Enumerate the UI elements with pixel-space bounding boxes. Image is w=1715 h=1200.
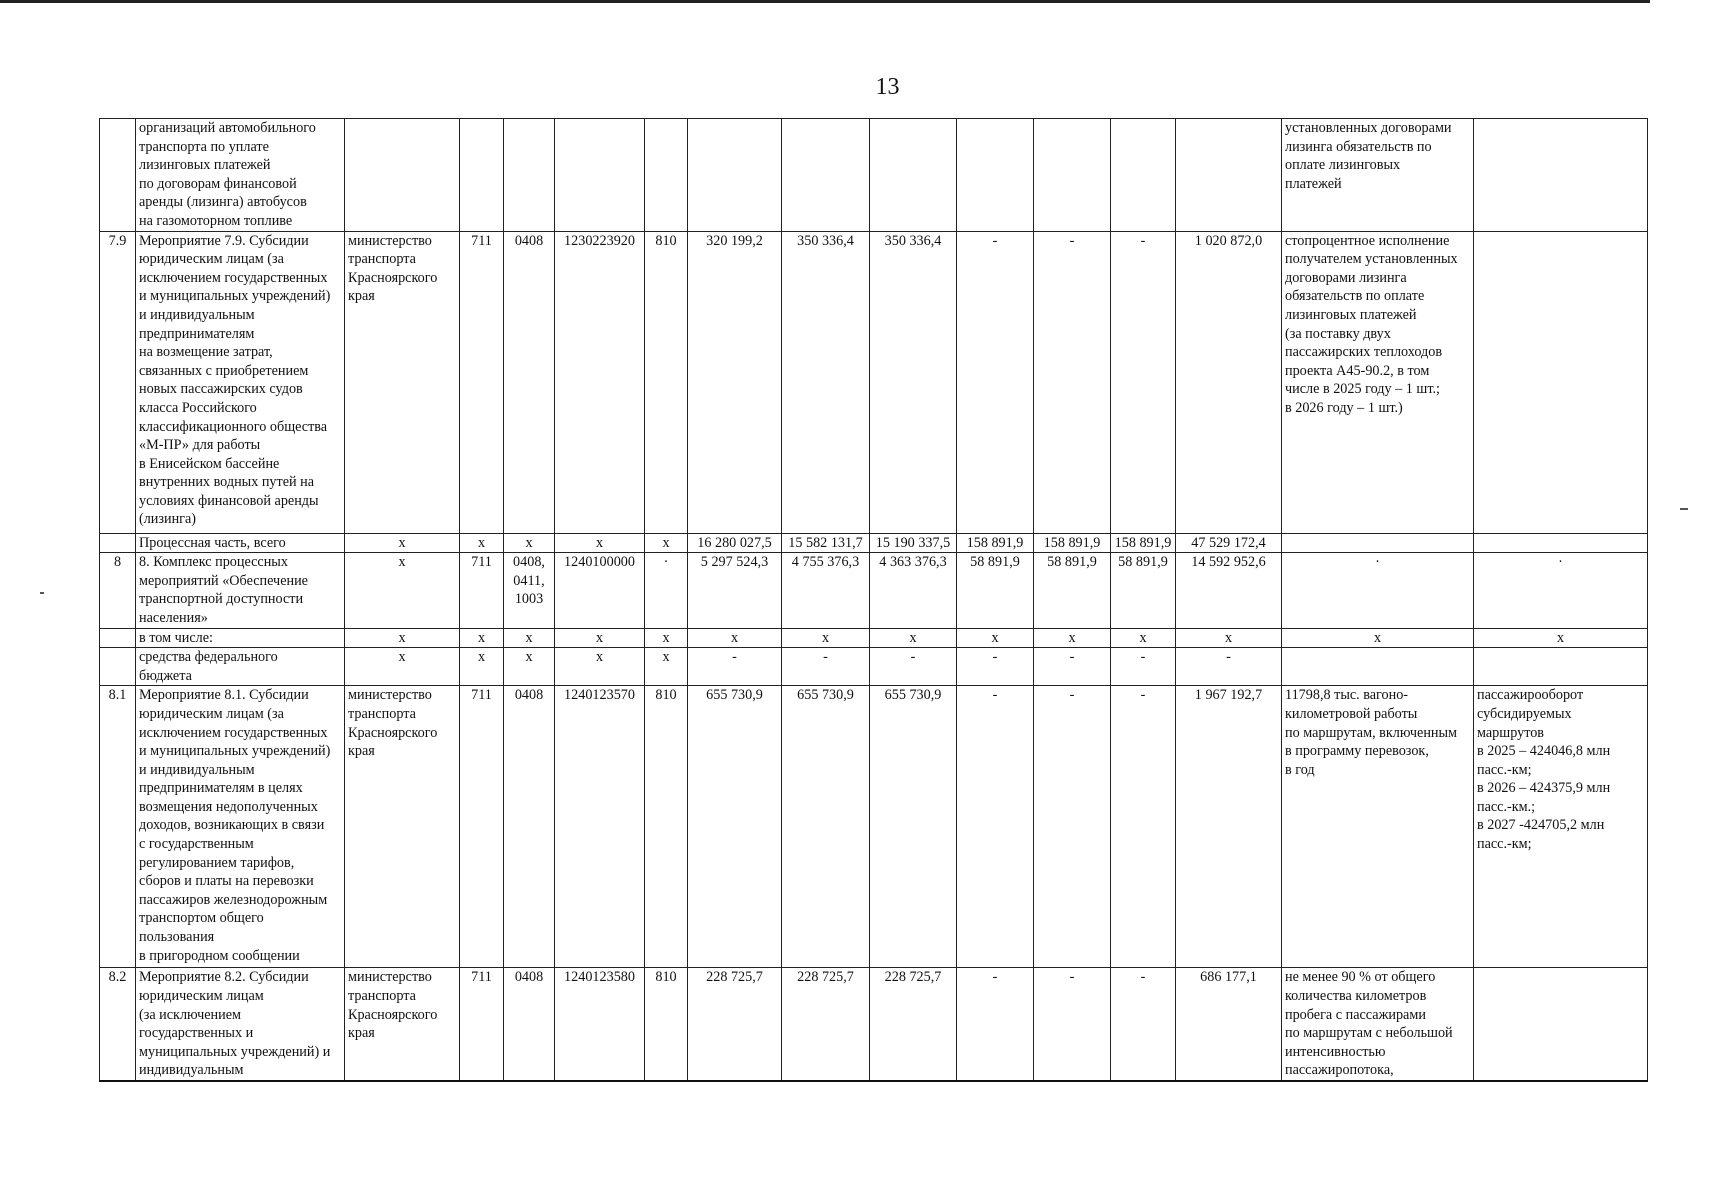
cell-csr: 1240100000 bbox=[555, 553, 645, 628]
cell-rzpr bbox=[504, 119, 555, 232]
cell-grbs: 711 bbox=[460, 553, 504, 628]
cell-2027 bbox=[870, 119, 957, 232]
cell-executor: министерство транспорта Красноярского края bbox=[345, 231, 460, 533]
cell-rzpr: 0408 bbox=[504, 231, 555, 533]
cell-total bbox=[1176, 119, 1282, 232]
cell-2025 bbox=[688, 119, 782, 232]
cell-result: установленных договорами лизинга обязательств по оплате лизинговых платежей bbox=[1282, 119, 1474, 232]
top-rule bbox=[0, 0, 1650, 3]
cell-num: 8 bbox=[100, 553, 136, 628]
cell-2026 bbox=[782, 119, 870, 232]
cell-name: Мероприятие 8.2. Субсидии юридическим лицам (за исключением государственных и муниципальных учреждений) и индивидуальным bbox=[136, 968, 345, 1081]
cell-csr: x bbox=[555, 648, 645, 686]
cell-indicator bbox=[1474, 648, 1648, 686]
cell-vr: x bbox=[645, 628, 688, 648]
cell-vr: x bbox=[645, 648, 688, 686]
cell-2027: 4 363 376,3 bbox=[870, 553, 957, 628]
cell-2030: 58 891,9 bbox=[1111, 553, 1176, 628]
cell-csr: 1240123580 bbox=[555, 968, 645, 1081]
cell-2030: - bbox=[1111, 231, 1176, 533]
cell-2025: - bbox=[688, 648, 782, 686]
cell-num: 8.1 bbox=[100, 686, 136, 968]
cell-2026: 4 755 376,3 bbox=[782, 553, 870, 628]
cell-vr: 810 bbox=[645, 231, 688, 533]
cell-2028: 158 891,9 bbox=[957, 533, 1034, 553]
cell-csr: 1230223920 bbox=[555, 231, 645, 533]
table-row-including bbox=[100, 628, 1648, 648]
cell-grbs: 711 bbox=[460, 968, 504, 1081]
cell-name: средства федерального бюджета bbox=[136, 648, 345, 686]
table-row-federal-budget bbox=[100, 648, 1648, 686]
cell-2025: 655 730,9 bbox=[688, 686, 782, 968]
cell-2029: - bbox=[1034, 231, 1111, 533]
program-activities-table bbox=[99, 118, 1648, 1082]
cell-result bbox=[1282, 533, 1474, 553]
cell-grbs: x bbox=[460, 628, 504, 648]
cell-2026: 350 336,4 bbox=[782, 231, 870, 533]
cell-vr bbox=[645, 119, 688, 232]
cell-2027: - bbox=[870, 648, 957, 686]
cell-2025: 5 297 524,3 bbox=[688, 553, 782, 628]
cell-2027: 350 336,4 bbox=[870, 231, 957, 533]
cell-2026: - bbox=[782, 648, 870, 686]
table-row-7-9 bbox=[100, 231, 1648, 533]
cell-name: Мероприятие 7.9. Субсидии юридическим лицам (за исключением государственных и муниципальных учреждений) и индивидуальным предпринимателям на возмещение затрат, связанных с приобретением новых пассажирских судов класса Российского классификационного общества «М-ПР» для работы в Енисейском бассейне внутренних водных путей на условиях финансовой аренды (лизинга) bbox=[136, 231, 345, 533]
cell-name: в том числе: bbox=[136, 628, 345, 648]
cell-num: 8.2 bbox=[100, 968, 136, 1081]
cell-num: 7.9 bbox=[100, 231, 136, 533]
cell-2028: x bbox=[957, 628, 1034, 648]
cell-result: x bbox=[1282, 628, 1474, 648]
cell-result: не менее 90 % от общего количества километров пробега с пассажирами по маршрутам с небольшой интенсивностью пассажиропотока, bbox=[1282, 968, 1474, 1081]
cell-vr: 810 bbox=[645, 686, 688, 968]
cell-2025: 320 199,2 bbox=[688, 231, 782, 533]
cell-rzpr: x bbox=[504, 648, 555, 686]
page-number: 13 bbox=[875, 74, 900, 100]
cell-indicator: · bbox=[1474, 553, 1648, 628]
cell-total: 686 177,1 bbox=[1176, 968, 1282, 1081]
cell-executor: x bbox=[345, 533, 460, 553]
cell-total: x bbox=[1176, 628, 1282, 648]
cell-grbs: 711 bbox=[460, 231, 504, 533]
cell-2028 bbox=[957, 119, 1034, 232]
table-row-8 bbox=[100, 553, 1648, 628]
cell-executor: x bbox=[345, 553, 460, 628]
cell-2027: 228 725,7 bbox=[870, 968, 957, 1081]
cell-rzpr: x bbox=[504, 628, 555, 648]
cell-indicator bbox=[1474, 119, 1648, 232]
cell-csr bbox=[555, 119, 645, 232]
cell-indicator: x bbox=[1474, 628, 1648, 648]
cell-grbs: 711 bbox=[460, 686, 504, 968]
cell-result: 11798,8 тыс. вагоно- километровой работы по маршрутам, включенным в программу перевозок, в год bbox=[1282, 686, 1474, 968]
cell-grbs: x bbox=[460, 648, 504, 686]
cell-name: Процессная часть, всего bbox=[136, 533, 345, 553]
cell-grbs: x bbox=[460, 533, 504, 553]
cell-rzpr: x bbox=[504, 533, 555, 553]
edge-mark-right bbox=[1680, 508, 1688, 510]
cell-vr: x bbox=[645, 533, 688, 553]
cell-vr: · bbox=[645, 553, 688, 628]
cell-total: 47 529 172,4 bbox=[1176, 533, 1282, 553]
edge-mark-left bbox=[40, 592, 44, 594]
cell-2029: 58 891,9 bbox=[1034, 553, 1111, 628]
cell-2025: 16 280 027,5 bbox=[688, 533, 782, 553]
cell-2030 bbox=[1111, 119, 1176, 232]
cell-vr: 810 bbox=[645, 968, 688, 1081]
cell-indicator bbox=[1474, 968, 1648, 1081]
cell-indicator bbox=[1474, 231, 1648, 533]
cell-rzpr: 0408 bbox=[504, 686, 555, 968]
cell-2026: 228 725,7 bbox=[782, 968, 870, 1081]
cell-num bbox=[100, 628, 136, 648]
cell-name: 8. Комплекс процессных мероприятий «Обеспечение транспортной доступности населения» bbox=[136, 553, 345, 628]
cell-2029 bbox=[1034, 119, 1111, 232]
cell-2027: 655 730,9 bbox=[870, 686, 957, 968]
cell-rzpr: 0408 bbox=[504, 968, 555, 1081]
cell-executor: министерство транспорта Красноярского края bbox=[345, 686, 460, 968]
cell-2030: 158 891,9 bbox=[1111, 533, 1176, 553]
cell-2028: - bbox=[957, 968, 1034, 1081]
cell-executor: министерство транспорта Красноярского края bbox=[345, 968, 460, 1081]
cell-num bbox=[100, 648, 136, 686]
cell-total: 1 020 872,0 bbox=[1176, 231, 1282, 533]
cell-2026: 15 582 131,7 bbox=[782, 533, 870, 553]
cell-indicator: пассажирооборот субсидируемых маршрутов в 2025 – 424046,8 млн пасс.-км; в 2026 – 424375,9 млн пасс.-км.; в 2027 -424705,2 млн пасс.-км; bbox=[1474, 686, 1648, 968]
cell-total: - bbox=[1176, 648, 1282, 686]
cell-rzpr: 0408, 0411, 1003 bbox=[504, 553, 555, 628]
cell-executor bbox=[345, 119, 460, 232]
cell-total: 1 967 192,7 bbox=[1176, 686, 1282, 968]
table-row-continuation bbox=[100, 119, 1648, 232]
cell-num bbox=[100, 533, 136, 553]
cell-result: стопроцентное исполнение получателем установленных договорами лизинга обязательств по оплате лизинговых платежей (за поставку двух пассажирских теплоходов проекта А45-90.2, в том числе в 2025 году – 1 шт.; в 2026 году – 1 шт.) bbox=[1282, 231, 1474, 533]
cell-name: Мероприятие 8.1. Субсидии юридическим лицам (за исключением государственных и муниципальных учреждений) и индивидуальным предпринимателям в целях возмещения недополученных доходов, возникающих в связи с государственным регулированием тарифов, сборов и платы на перевозки пассажиров железнодорожным транспортом общего пользования в пригородном сообщении bbox=[136, 686, 345, 968]
cell-2029: - bbox=[1034, 648, 1111, 686]
cell-name: организаций автомобильного транспорта по уплате лизинговых платежей по договорам финансовой аренды (лизинга) автобусов на газомоторном топливе bbox=[136, 119, 345, 232]
cell-2027: 15 190 337,5 bbox=[870, 533, 957, 553]
table-row-8-2 bbox=[100, 968, 1648, 1081]
cell-2027: x bbox=[870, 628, 957, 648]
cell-executor: x bbox=[345, 628, 460, 648]
cell-2030: - bbox=[1111, 648, 1176, 686]
cell-total: 14 592 952,6 bbox=[1176, 553, 1282, 628]
cell-2028: - bbox=[957, 648, 1034, 686]
table-row-process-total bbox=[100, 533, 1648, 553]
cell-2028: 58 891,9 bbox=[957, 553, 1034, 628]
cell-2029: x bbox=[1034, 628, 1111, 648]
cell-2029: 158 891,9 bbox=[1034, 533, 1111, 553]
cell-2028: - bbox=[957, 231, 1034, 533]
cell-2029: - bbox=[1034, 686, 1111, 968]
cell-result bbox=[1282, 648, 1474, 686]
cell-num bbox=[100, 119, 136, 232]
cell-2026: x bbox=[782, 628, 870, 648]
cell-2030: - bbox=[1111, 686, 1176, 968]
cell-indicator bbox=[1474, 533, 1648, 553]
table-row-8-1 bbox=[100, 686, 1648, 968]
cell-csr: 1240123570 bbox=[555, 686, 645, 968]
cell-executor: x bbox=[345, 648, 460, 686]
cell-csr: x bbox=[555, 628, 645, 648]
cell-grbs bbox=[460, 119, 504, 232]
cell-2030: x bbox=[1111, 628, 1176, 648]
cell-csr: x bbox=[555, 533, 645, 553]
cell-2028: - bbox=[957, 686, 1034, 968]
cell-2025: x bbox=[688, 628, 782, 648]
cell-2026: 655 730,9 bbox=[782, 686, 870, 968]
cell-2025: 228 725,7 bbox=[688, 968, 782, 1081]
cell-2029: - bbox=[1034, 968, 1111, 1081]
cell-2030: - bbox=[1111, 968, 1176, 1081]
cell-result: · bbox=[1282, 553, 1474, 628]
